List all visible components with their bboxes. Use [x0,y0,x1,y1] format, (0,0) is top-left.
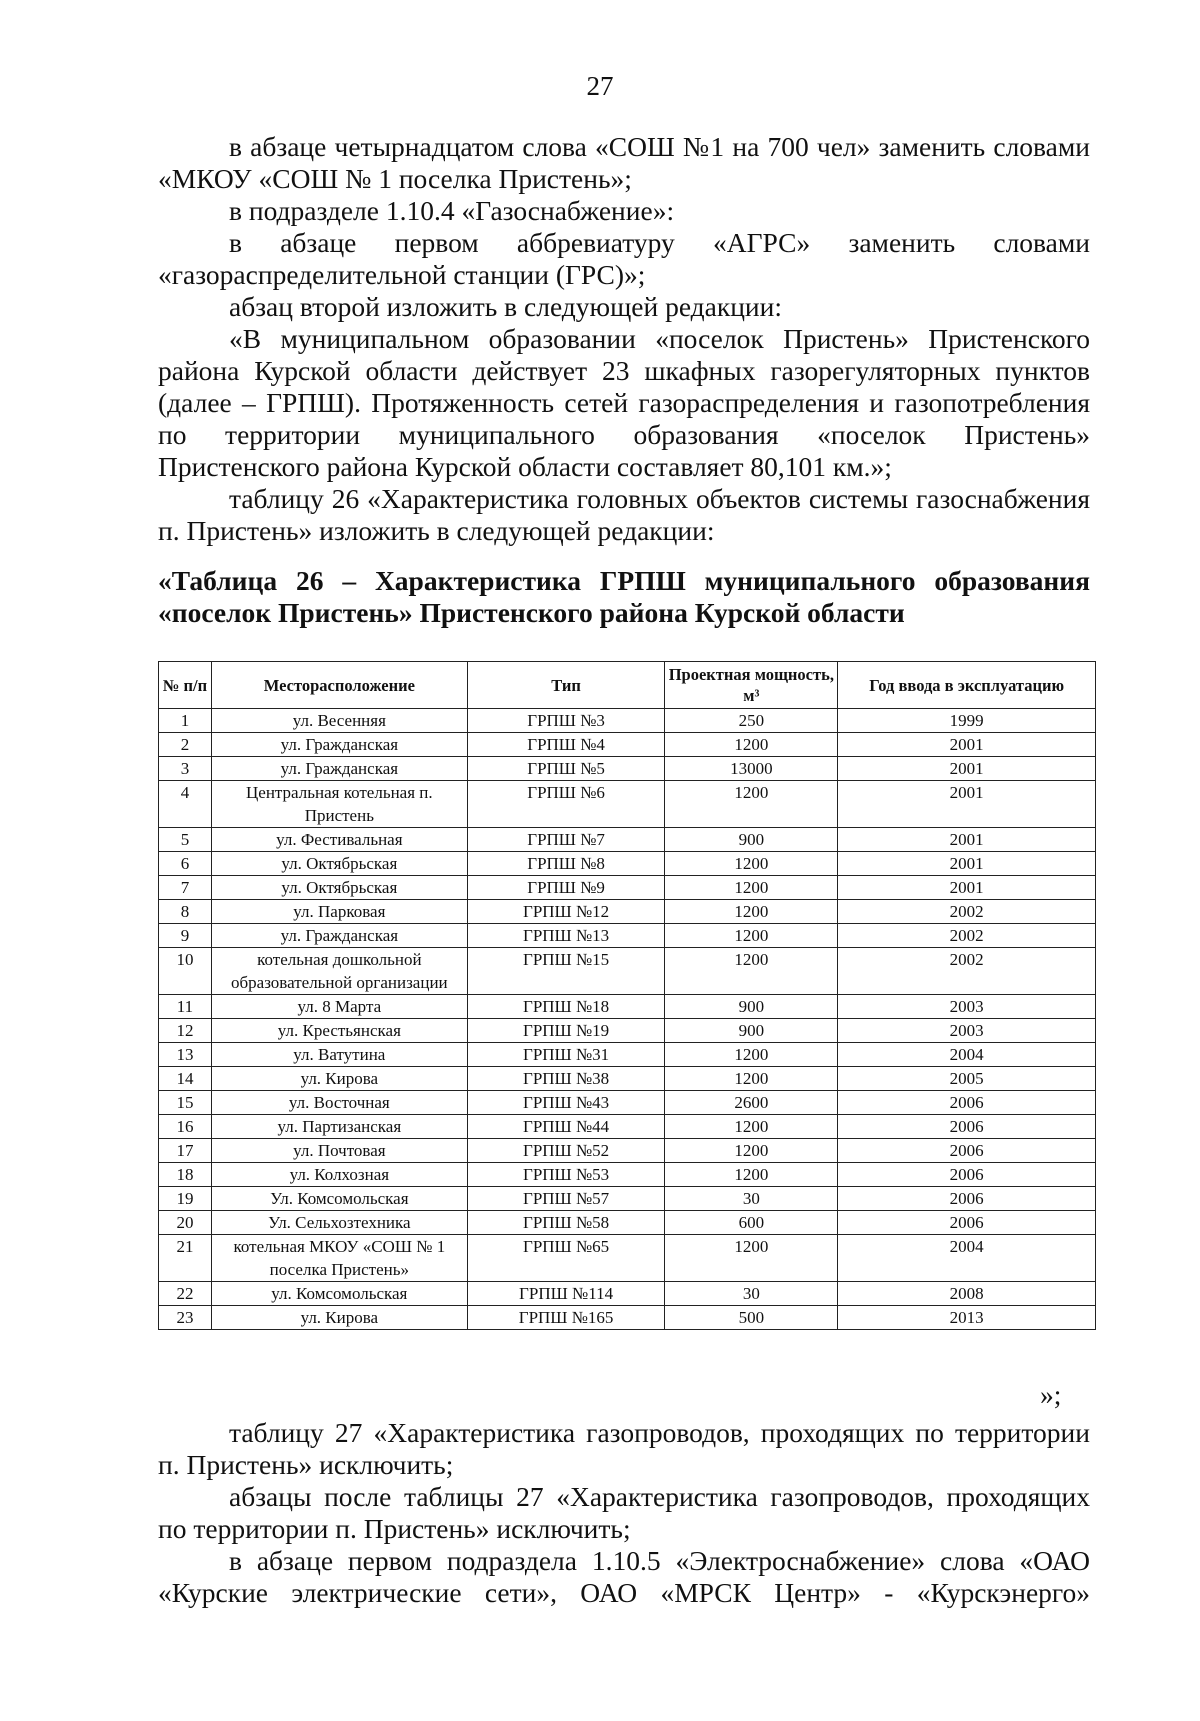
cell-num: 16 [159,1115,212,1139]
cell-capacity: 250 [665,709,838,733]
cell-type: ГРПШ №44 [467,1115,665,1139]
cell-capacity: 1200 [665,1235,838,1282]
cell-capacity: 900 [665,995,838,1019]
amendment-text-top [158,131,1090,547]
cell-type: ГРПШ №58 [467,1211,665,1235]
cell-num: 17 [159,1139,212,1163]
cell-year: 2006 [838,1163,1096,1187]
header-type: Тип [467,662,665,709]
cell-capacity: 1200 [665,876,838,900]
table-row [159,1067,1096,1091]
cell-year: 2001 [838,781,1096,828]
cell-type: ГРПШ №15 [467,948,665,995]
cell-location: ул. Кирова [211,1306,467,1330]
table-row [159,781,1096,828]
cell-location: ул. Комсомольская [211,1282,467,1306]
amendment-text-bottom [158,1417,1090,1609]
cell-num: 7 [159,876,212,900]
cell-location: ул. Восточная [211,1091,467,1115]
paragraph: «В муниципальном образовании «поселок Пристень» Пристенского района Курской области действует 23 шкафных газорегуляторных пунктов (далее – ГРПШ). Протяженность сетей газораспределения и газопотребления по территории муниципального образования «поселок Пристень» Пристенского района Курской области составляет 80,101 км.»; [158,323,1090,482]
cell-num: 3 [159,757,212,781]
cell-location: ул. Партизанская [211,1115,467,1139]
cell-location: ул. Почтовая [211,1139,467,1163]
cell-num: 6 [159,852,212,876]
header-num: № п/п [159,662,212,709]
cell-location: ул. Гражданская [211,757,467,781]
cell-year: 2001 [838,876,1096,900]
cell-capacity: 500 [665,1306,838,1330]
paragraph: в абзаце первом аббревиатуру «АГРС» заменить словами «газораспределительной станции (ГРС)»; [158,227,1090,290]
cell-capacity: 1200 [665,924,838,948]
cell-num: 10 [159,948,212,995]
cell-year: 2001 [838,757,1096,781]
cell-capacity: 1200 [665,900,838,924]
cell-num: 4 [159,781,212,828]
cell-location: ул. Гражданская [211,924,467,948]
table-row [159,733,1096,757]
cell-type: ГРПШ №65 [467,1235,665,1282]
cell-year: 2002 [838,924,1096,948]
table-header-row [159,662,1096,709]
page-number: 27 [586,71,614,101]
paragraph: абзацы после таблицы 27 «Характеристика газопроводов, проходящих по территории п. Пристень» исключить; [158,1481,1090,1544]
cell-year: 2004 [838,1235,1096,1282]
cell-capacity: 13000 [665,757,838,781]
table-row [159,1115,1096,1139]
table-row [159,924,1096,948]
paragraph: абзац второй изложить в следующей редакции: [229,291,783,322]
table-row [159,1282,1096,1306]
paragraph: в абзаце первом подраздела 1.10.5 «Электроснабжение» слова «ОАО «Курские электрические сети», ОАО «МРСК Центр» - «Курскэнерго» [158,1545,1090,1608]
table-row [159,1019,1096,1043]
cell-num: 14 [159,1067,212,1091]
table-row [159,828,1096,852]
cell-capacity: 1200 [665,781,838,828]
cell-num: 11 [159,995,212,1019]
cell-location: ул. Гражданская [211,733,467,757]
cell-year: 2006 [838,1139,1096,1163]
table-row [159,1043,1096,1067]
table-row [159,1163,1096,1187]
cell-year: 2008 [838,1282,1096,1306]
cell-type: ГРПШ №8 [467,852,665,876]
cell-capacity: 1200 [665,948,838,995]
table-row [159,709,1096,733]
cell-type: ГРПШ №18 [467,995,665,1019]
header-location: Месторасположение [211,662,467,709]
cell-year: 2006 [838,1115,1096,1139]
cell-capacity: 1200 [665,1139,838,1163]
cell-capacity: 1200 [665,1115,838,1139]
cell-type: ГРПШ №3 [467,709,665,733]
cell-type: ГРПШ №52 [467,1139,665,1163]
cell-year: 2001 [838,828,1096,852]
cell-type: ГРПШ №53 [467,1163,665,1187]
cell-capacity: 600 [665,1211,838,1235]
cell-year: 2005 [838,1067,1096,1091]
cell-num: 5 [159,828,212,852]
cell-type: ГРПШ №19 [467,1019,665,1043]
header-year: Год ввода в эксплуатацию [838,662,1096,709]
table-row [159,900,1096,924]
header-capacity: Проектная мощность, м³ [665,662,838,709]
cell-type: ГРПШ №6 [467,781,665,828]
cell-location: котельная МКОУ «СОШ № 1 поселка Пристень» [211,1235,467,1282]
table-row [159,1211,1096,1235]
cell-capacity: 1200 [665,733,838,757]
cell-year: 2003 [838,1019,1096,1043]
cell-location: ул. Октябрьская [211,876,467,900]
cell-year: 2001 [838,733,1096,757]
table-row [159,1139,1096,1163]
cell-type: ГРПШ №7 [467,828,665,852]
table-row [159,1235,1096,1282]
cell-type: ГРПШ №43 [467,1091,665,1115]
cell-capacity: 1200 [665,1067,838,1091]
table-row [159,852,1096,876]
cell-capacity: 1200 [665,852,838,876]
cell-type: ГРПШ №4 [467,733,665,757]
table-row [159,1306,1096,1330]
table-caption [158,565,1090,629]
cell-location: ул. Парковая [211,900,467,924]
table-row [159,1187,1096,1211]
cell-location: ул. Колхозная [211,1163,467,1187]
paragraph: таблицу 27 «Характеристика газопроводов, проходящих по территории п. Пристень» исключить; [158,1417,1090,1480]
cell-num: 19 [159,1187,212,1211]
table-row [159,1091,1096,1115]
cell-location: Ул. Комсомольская [211,1187,467,1211]
cell-capacity: 1200 [665,1163,838,1187]
cell-year: 2003 [838,995,1096,1019]
cell-location: ул. Октябрьская [211,852,467,876]
paragraph: таблицу 26 «Характеристика головных объектов системы газоснабжения п. Пристень» изложить в следующей редакции: [158,483,1090,546]
cell-type: ГРПШ №165 [467,1306,665,1330]
table-body [159,709,1096,1330]
cell-location: ул. Ватутина [211,1043,467,1067]
cell-type: ГРПШ №9 [467,876,665,900]
cell-location: ул. Фестивальная [211,828,467,852]
cell-num: 21 [159,1235,212,1282]
cell-year: 2006 [838,1187,1096,1211]
table-row [159,876,1096,900]
cell-type: ГРПШ №13 [467,924,665,948]
cell-num: 2 [159,733,212,757]
cell-capacity: 1200 [665,1043,838,1067]
cell-num: 22 [159,1282,212,1306]
cell-location: ул. Кирова [211,1067,467,1091]
cell-year: 1999 [838,709,1096,733]
cell-location: ул. 8 Марта [211,995,467,1019]
cell-type: ГРПШ №31 [467,1043,665,1067]
cell-capacity: 2600 [665,1091,838,1115]
grpsh-table [158,661,1096,1330]
cell-num: 20 [159,1211,212,1235]
cell-type: ГРПШ №114 [467,1282,665,1306]
cell-num: 1 [159,709,212,733]
cell-capacity: 30 [665,1282,838,1306]
table-caption-line: «поселок Пристень» Пристенского района Курской области [158,597,905,628]
cell-num: 9 [159,924,212,948]
cell-location: Центральная котельная п. Пристень [211,781,467,828]
table-row [159,995,1096,1019]
cell-num: 23 [159,1306,212,1330]
cell-location: котельная дошкольной образовательной организации [211,948,467,995]
cell-location: ул. Весенняя [211,709,467,733]
cell-num: 8 [159,900,212,924]
cell-type: ГРПШ №12 [467,900,665,924]
paragraph: в подразделе 1.10.4 «Газоснабжение»: [229,195,675,226]
cell-year: 2013 [838,1306,1096,1330]
cell-year: 2001 [838,852,1096,876]
cell-num: 15 [159,1091,212,1115]
cell-num: 18 [159,1163,212,1187]
paragraph: в абзаце четырнадцатом слова «СОШ №1 на 700 чел» заменить словами «МКОУ «СОШ № 1 поселка Пристень»; [158,131,1090,194]
cell-num: 12 [159,1019,212,1043]
cell-capacity: 30 [665,1187,838,1211]
cell-capacity: 900 [665,828,838,852]
cell-type: ГРПШ №38 [467,1067,665,1091]
table-row [159,948,1096,995]
cell-location: Ул. Сельхозтехника [211,1211,467,1235]
cell-year: 2006 [838,1091,1096,1115]
cell-year: 2004 [838,1043,1096,1067]
cell-type: ГРПШ №57 [467,1187,665,1211]
cell-year: 2006 [838,1211,1096,1235]
cell-type: ГРПШ №5 [467,757,665,781]
table-closing-quote: »; [1040,1379,1062,1410]
cell-year: 2002 [838,948,1096,995]
table-caption-line: «Таблица 26 – Характеристика ГРПШ муниципального образования [158,565,1090,596]
cell-num: 13 [159,1043,212,1067]
cell-capacity: 900 [665,1019,838,1043]
cell-location: ул. Крестьянская [211,1019,467,1043]
cell-year: 2002 [838,900,1096,924]
table-row [159,757,1096,781]
